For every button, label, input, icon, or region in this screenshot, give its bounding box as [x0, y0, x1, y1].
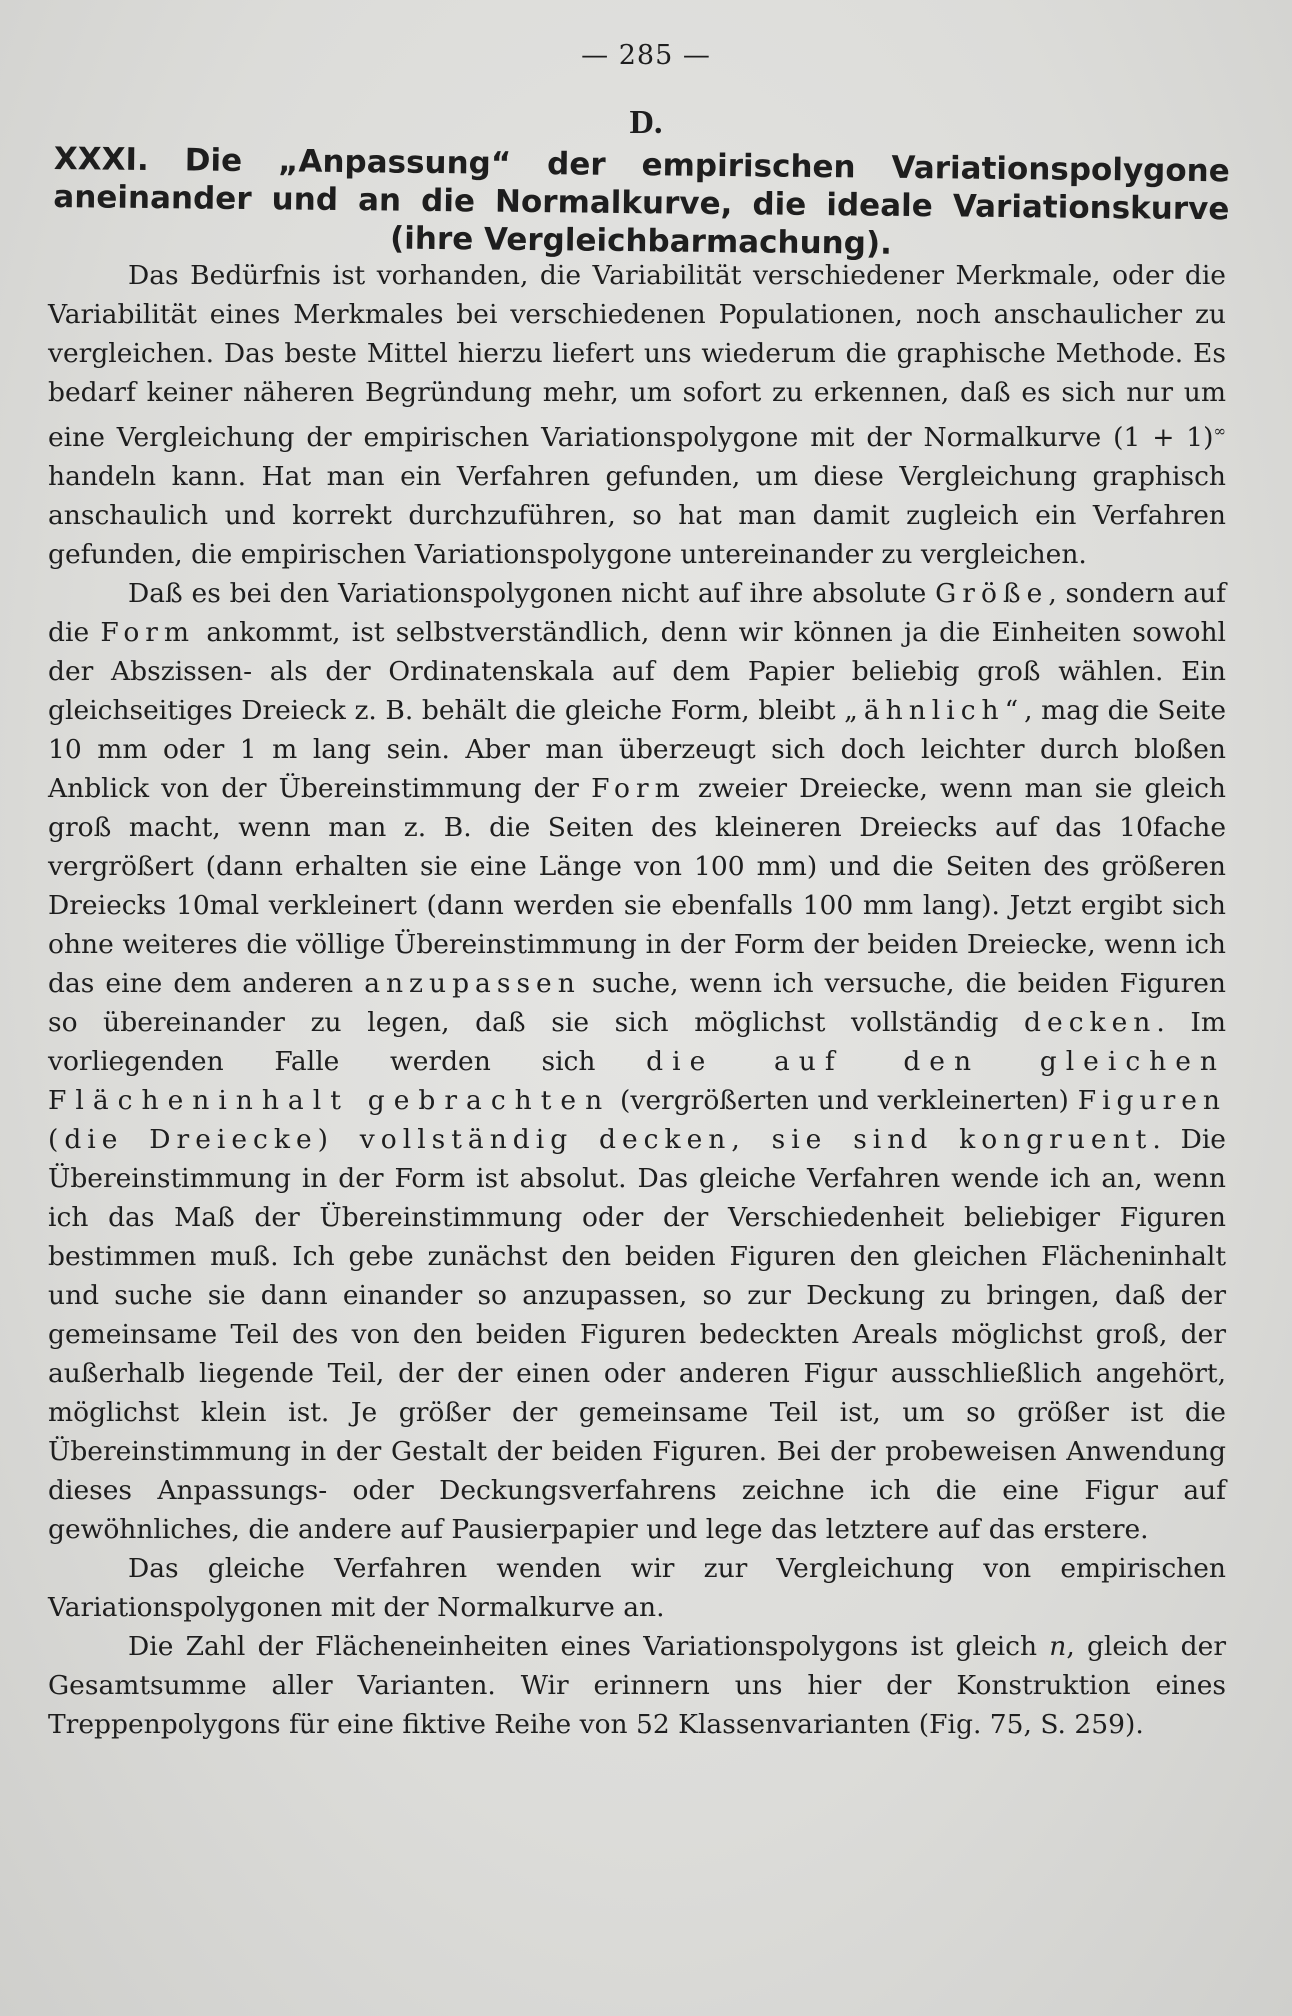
emphasis-kongruent: Figuren (die Dreiecke) vollständig decken, sie sind kongruent — [48, 1084, 1226, 1155]
variable-n: n — [1049, 1630, 1067, 1662]
paragraph-1-text-a: Das Bedürfnis ist vorhanden, die Variabilität verschiedener Merkmale, oder die Variabilität eines Merkmales bei verschiedenen Populationen, noch anschaulicher zu vergleichen. Das beste Mittel hierzu liefert uns wiederum die graphische Methode. Es bedarf keiner näheren Begründung mehr, um sofort zu erkennen, daß es sich nur um eine Vergleichung der empirischen Variationspolygone mit der Normalkurve (1 + 1) — [48, 260, 1226, 453]
chapter-heading: XXXI. Die „Anpassung“ der empirischen Variationspolygone aneinander und an die Normalkurve, die ideale Variationskurve (ihre Vergleichbarmachung). — [53, 140, 1230, 262]
paragraph-2-text-7: . Im vorliegenden Falle werden sich — [48, 1006, 1226, 1077]
paragraph-2-text-1: Daß es bei den Variationspolygonen nicht auf ihre absolute — [128, 577, 936, 609]
emphasis-aehnlich: „ähnlich“ — [844, 694, 1025, 726]
paragraph-4 — [48, 1627, 1226, 1744]
paragraph-2-text-5: zweier Dreiecke, wenn man sie gleich groß macht, wenn man z. B. die Seiten des kleineren Dreiecks auf das 10fache vergrößert (dann erhalten sie eine Länge von 100 mm) und die Seiten des größeren Dreiecks 10mal verkleinert (dann werden sie ebenfalls 100 mm lang). Jetzt ergibt sich ohne weiteres die völlige Übereinstimmung in der Form der beiden Dreiecke, wenn ich das eine dem anderen — [48, 772, 1226, 999]
paragraph-2-text-8: (vergrößerten und verkleinerten) — [611, 1084, 1078, 1116]
paragraph-1-text-b: handeln kann. Hat man ein Verfahren gefunden, um diese Vergleichung graphisch anschaulich und korrekt durchzuführen, so hat man damit zugleich ein Verfahren gefunden, die empirischen Variationspolygone untereinander zu vergleichen. — [48, 460, 1226, 570]
emphasis-form: Form — [100, 616, 196, 648]
emphasis-anzupassen: anzupassen — [364, 967, 581, 999]
paragraph-2-text-2: , sondern auf die — [48, 577, 1226, 648]
page-number: — 285 — — [581, 40, 711, 71]
paragraph-4-text-a: Die Zahl der Flächeneinheiten eines Variationspolygons ist gleich — [128, 1630, 1050, 1662]
paragraph-2-text-3: ankommt, ist selbstverständlich, denn wir können ja die Einheiten sowohl der Abszissen- als der Ordinatenskala auf dem Papier beliebig groß wählen. Ein gleichseitiges Dreieck z. B. behält die gleiche Form, bleibt — [48, 616, 1226, 726]
infinity-superscript: ∞ — [1213, 422, 1226, 440]
emphasis-decken: decken — [1024, 1006, 1157, 1038]
paragraph-4-text-b: , gleich der Gesamtsumme aller Varianten. Wir erinnern uns hier der Konstruktion eines Treppenpolygons für eine fiktive Reihe von 52 Klassenvarianten (Fig. 75, S. 259). — [48, 1630, 1226, 1740]
section-letter: D. — [629, 104, 663, 141]
emphasis-groesse: Größe — [935, 577, 1049, 609]
paragraph-1 — [48, 256, 1226, 574]
paragraph-2-text-6: suche, wenn ich versuche, die beiden Figuren so übereinander zu legen, daß sie sich möglichst vollständig — [48, 967, 1226, 1038]
emphasis-form-2: Form — [591, 772, 686, 804]
paragraph-3: Das gleiche Verfahren wenden wir zur Vergleichung von empirischen Variationspolygonen mit der Normalkurve an. — [48, 1552, 1226, 1623]
body-text — [48, 256, 1226, 1744]
paragraph-2-text-9: . Die Übereinstimmung in der Form ist absolut. Das gleiche Verfahren wende ich an, wenn ich das Maß der Übereinstimmung oder der Verschiedenheit beliebiger Figuren bestimmen muß. Ich gebe zunächst den beiden Figuren den gleichen Flächeninhalt und suche sie dann einander so anzupassen, so zur Deckung zu bringen, daß der gemeinsame Teil des von den beiden Figuren bedeckten Areals möglichst groß, der außerhalb liegende Teil, der der einen oder anderen Figur ausschließlich angehört, möglichst klein ist. Je größer der gemeinsame Teil ist, um so größer ist die Übereinstimmung in der Gestalt der beiden Figuren. Bei der probeweisen Anwendung dieses Anpassungs- oder Deckungsverfahrens zeichne ich die eine Figur auf gewöhnliches, die andere auf Pausierpapier und lege das letztere auf das erstere. — [48, 1123, 1226, 1545]
paragraph-2 — [48, 574, 1226, 1549]
paragraph-2-text-4: , mag die Seite 10 mm oder 1 m lang sein. Aber man überzeugt sich doch leichter durch bloßen Anblick von der Übereinstimmung der — [48, 694, 1226, 804]
emphasis-flaecheninhalt: die auf den gleichen Flächeninhalt gebrachten — [48, 1045, 1226, 1116]
